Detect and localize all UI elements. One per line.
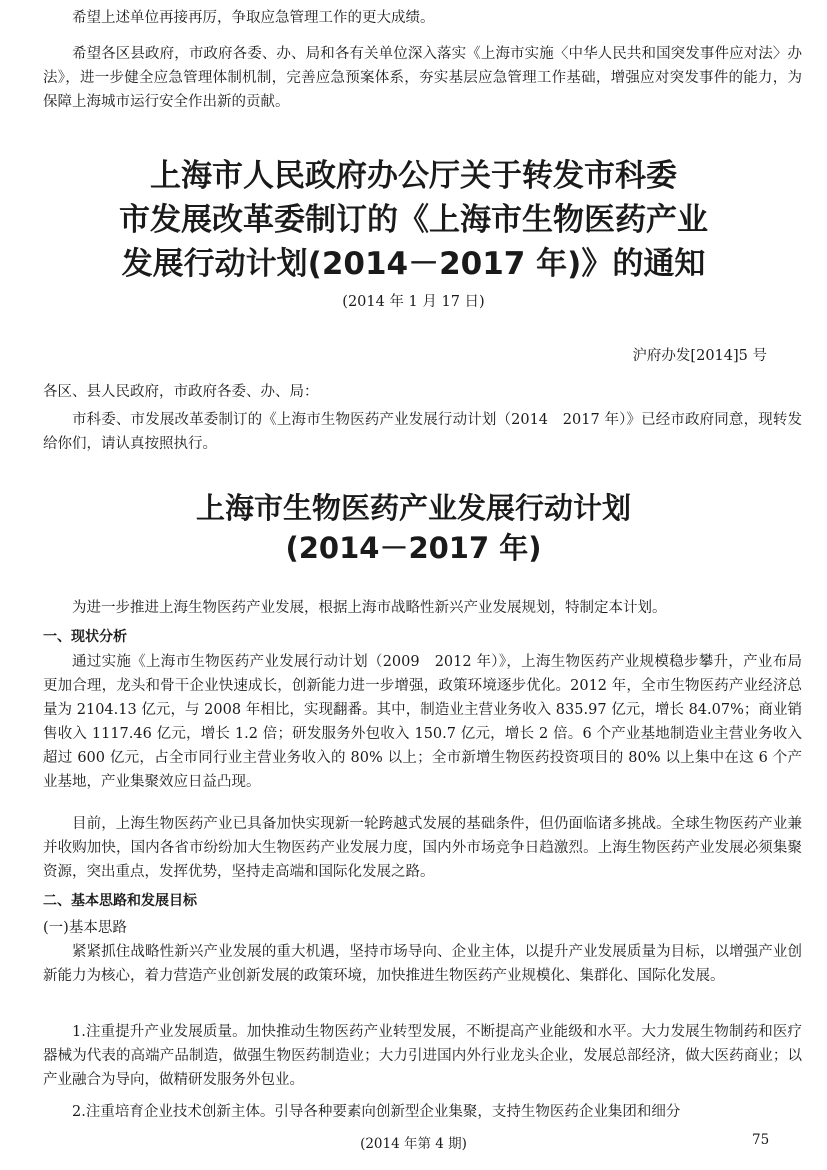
doc-number: 沪府办发[2014]5 号: [632, 348, 767, 364]
section-1-heading: 一、现状分析: [43, 629, 127, 645]
plan-subtitle: (2014－2017 年): [285, 531, 542, 565]
notice-date: (2014 年 1 月 17 日): [342, 294, 485, 310]
notice-title-line-3: 发展行动计划(2014－2017 年)》的通知: [121, 246, 706, 282]
section-2-paragraph-1: 紧紧抓住战略性新兴产业发展的重大机遇，坚持市场导向、企业主体，以提升产业发展质量为目标，以增强产业创新能力为核心，着力营造产业创新发展的政策环境，加快推进生物医药产业规模化、集群化、国际化发展。: [43, 944, 802, 984]
section-1-paragraph-1: 通过实施《上海市生物医药产业发展行动计划（2009 2012 年）》，上海生物医药产业规模稳步攀升，产业布局更加合理，龙头和骨干企业快速成长，创新能力进一步增强，政策环境逐步优化。2012 年，全市生物医药产业经济总量为 2104.13 亿元，与 2008 年相比，实现翻番。其中，制造业主营业务收入 835.97 亿元，增长 84.07%；商业销售收入 1117.46 亿元，增长 1.2 倍；研发服务外包收入 150.7 亿元，增长 2 倍。6 个产业基地制造业主营业务收入超过 600 亿元，占全市同行业主营业务收入的 80% 以上；全市新增生物医药投资项目的 80% 以上集中在这 6 个产业基地，产业集聚效应日益凸现。: [43, 654, 802, 790]
issue-number: (2014 年第 4 期): [360, 1136, 467, 1152]
notice-body: 市科委、市发展改革委制订的《上海市生物医药产业发展行动计划（2014 2017 年）》已经市政府同意，现转发给你们，请认真按照执行。: [43, 412, 802, 452]
plan-title: 上海市生物医药产业发展行动计划: [195, 491, 631, 525]
intro-paragraph: 希望各区县政府，市政府各委、办、局和各有关单位深入落实《上海市实施〈中华人民共和国突发事件应对法〉办法》，进一步健全应急管理体制机制，完善应急预案体系，夯实基层应急管理工作基础，增强应对突发事件的能力，为保障上海城市运行安全作出新的贡献。: [43, 46, 802, 110]
section-2-heading: 二、基本思路和发展目标: [43, 893, 197, 909]
notice-title-line-2: 市发展改革委制订的《上海市生物医药产业: [119, 202, 708, 238]
subsection-1-heading: (一)基本思路: [43, 920, 127, 936]
intro-line: 希望上述单位再接再厉，争取应急管理工作的更大成绩。: [72, 10, 435, 26]
plan-intro: 为进一步推进上海生物医药产业发展，根据上海市战略性新兴产业发展规划，特制定本计划。: [72, 600, 667, 616]
section-2-item-1: 1.注重提升产业发展质量。加快推动生物医药产业转型发展，不断提高产业能级和水平。大力发展生物制药和医疗器械为代表的高端产品制造，做强生物医药制造业；大力引进国内外行业龙头企业，发展总部经济，做大医药商业；以产业融合为导向，做精研发服务外包业。: [43, 1024, 802, 1088]
recipients: 各区、县人民政府，市政府各委、办、局：: [43, 384, 319, 400]
page-number: 75: [752, 1132, 770, 1148]
notice-title-line-1: 上海市人民政府办公厅关于转发市科委: [150, 158, 677, 194]
section-2-item-2: 2.注重培育企业技术创新主体。引导各种要素向创新型企业集聚，支持生物医药企业集团和细分: [72, 1104, 681, 1120]
section-1-paragraph-2: 目前，上海生物医药产业已具备加快实现新一轮跨越式发展的基础条件，但仍面临诸多挑战。全球生物医药产业兼并收购加快，国内各省市纷纷加大生物医药产业发展力度，国内外市场竞争日趋激烈。上海生物医药产业发展必须集聚资源，突出重点，发挥优势，坚持走高端和国际化发展之路。: [43, 816, 802, 880]
